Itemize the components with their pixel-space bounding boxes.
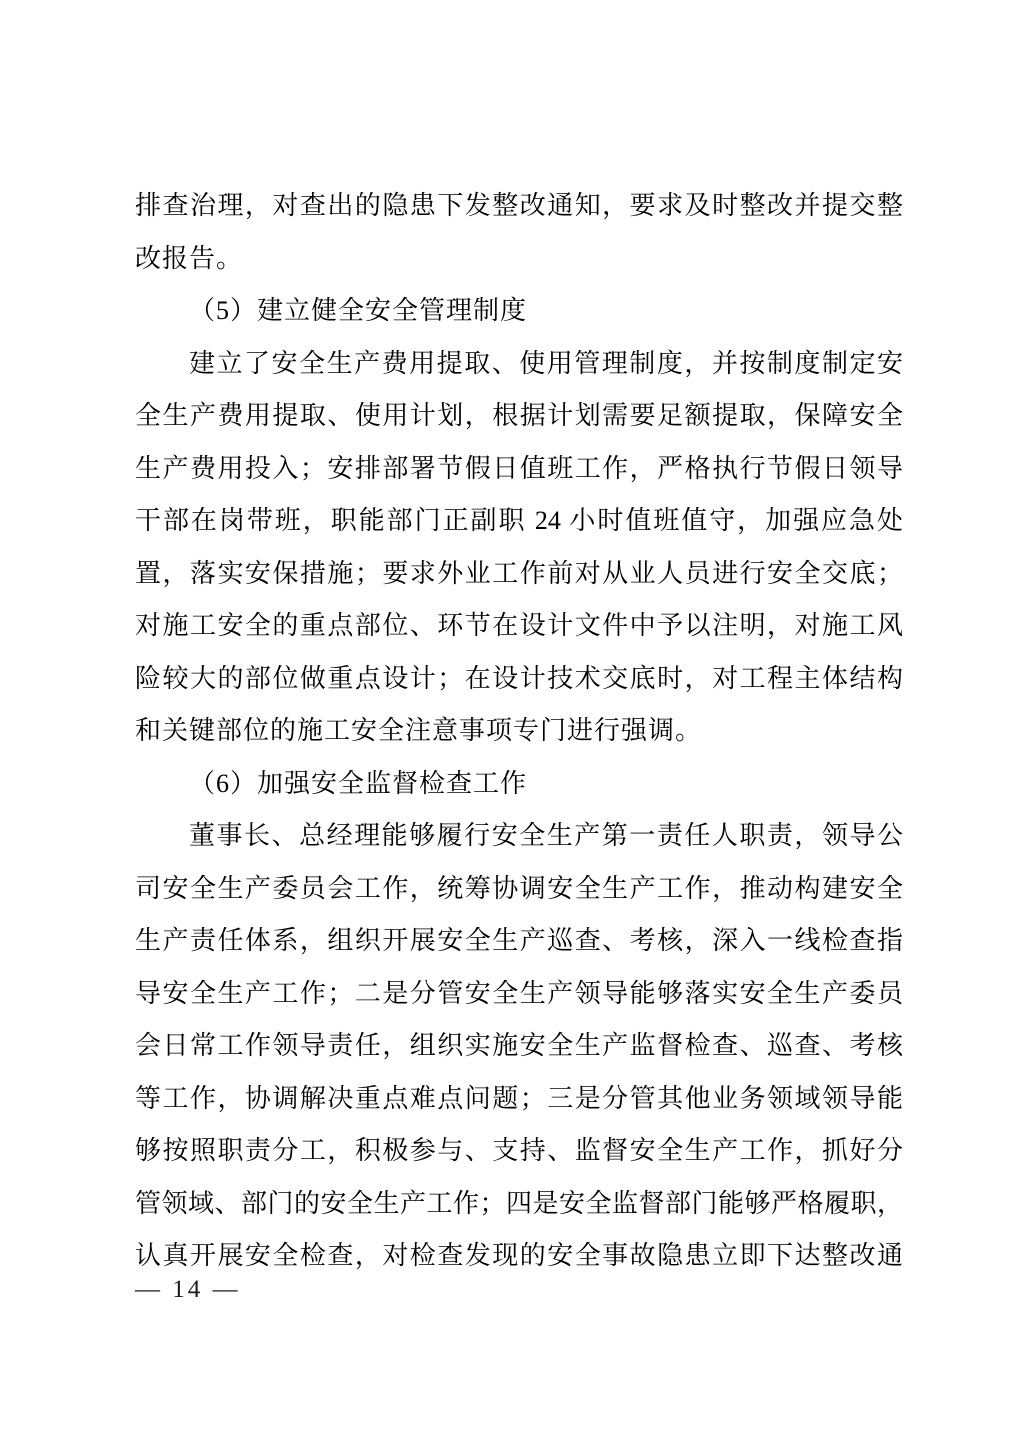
text-line: 董事长、总经理能够履行安全生产第一责任人职责，领导公 — [189, 821, 903, 850]
text-line: 导安全生产工作；二是分管安全生产领导能够落实安全生产委员 — [135, 978, 903, 1008]
text-line: 生产费用投入；安排部署节假日值班工作，严格执行节假日领导 — [135, 453, 903, 483]
text-line: 和关键部位的施工安全注意事项专门进行强调。 — [135, 716, 703, 745]
text-line: 全生产费用提取、使用计划，根据计划需要足额提取，保障安全 — [135, 401, 903, 430]
text-line: 排查治理，对查出的隐患下发整改通知，要求及时整改并提交整 — [135, 191, 903, 220]
section-heading-line: （6）加强安全监督检查工作 — [189, 768, 528, 798]
text-line: 够按照职责分工，积极参与、支持、监督安全生产工作，抓好分 — [135, 1136, 903, 1165]
text-line: 生产责任体系，组织开展安全生产巡查、考核，深入一线检查指 — [135, 926, 903, 955]
text-line: 置，落实安保措施；要求外业工作前对从业人员进行安全交底； — [135, 558, 903, 588]
text-line: 认真开展安全检查，对检查发现的安全事故隐患立即下达整改通 — [135, 1241, 903, 1270]
page-number-footer: — 14 — — [135, 1276, 241, 1303]
text-line: 改报告。 — [135, 243, 244, 273]
text-body — [135, 180, 903, 1283]
text-line: 司安全生产委员会工作，统筹协调安全生产工作，推动构建安全 — [135, 873, 903, 903]
text-line: 对施工安全的重点部位、环节在设计文件中予以注明，对施工风 — [135, 611, 903, 640]
text-line: 干部在岗带班，职能部门正副职 24 小时值班值守，加强应急处 — [135, 506, 903, 535]
text-line: 险较大的部位做重点设计；在设计技术交底时，对工程主体结构 — [135, 663, 903, 693]
section-heading-line: （5）建立健全安全管理制度 — [189, 296, 528, 325]
text-line: 会日常工作领导责任，组织实施安全生产监督检查、巡查、考核 — [135, 1031, 903, 1060]
text-line: 建立了安全生产费用提取、使用管理制度，并按制度制定安 — [189, 348, 903, 378]
text-line: 等工作，协调解决重点难点问题；三是分管其他业务领域领导能 — [135, 1083, 903, 1113]
text-line: 管领域、部门的安全生产工作；四是安全监督部门能够严格履职， — [135, 1188, 903, 1218]
